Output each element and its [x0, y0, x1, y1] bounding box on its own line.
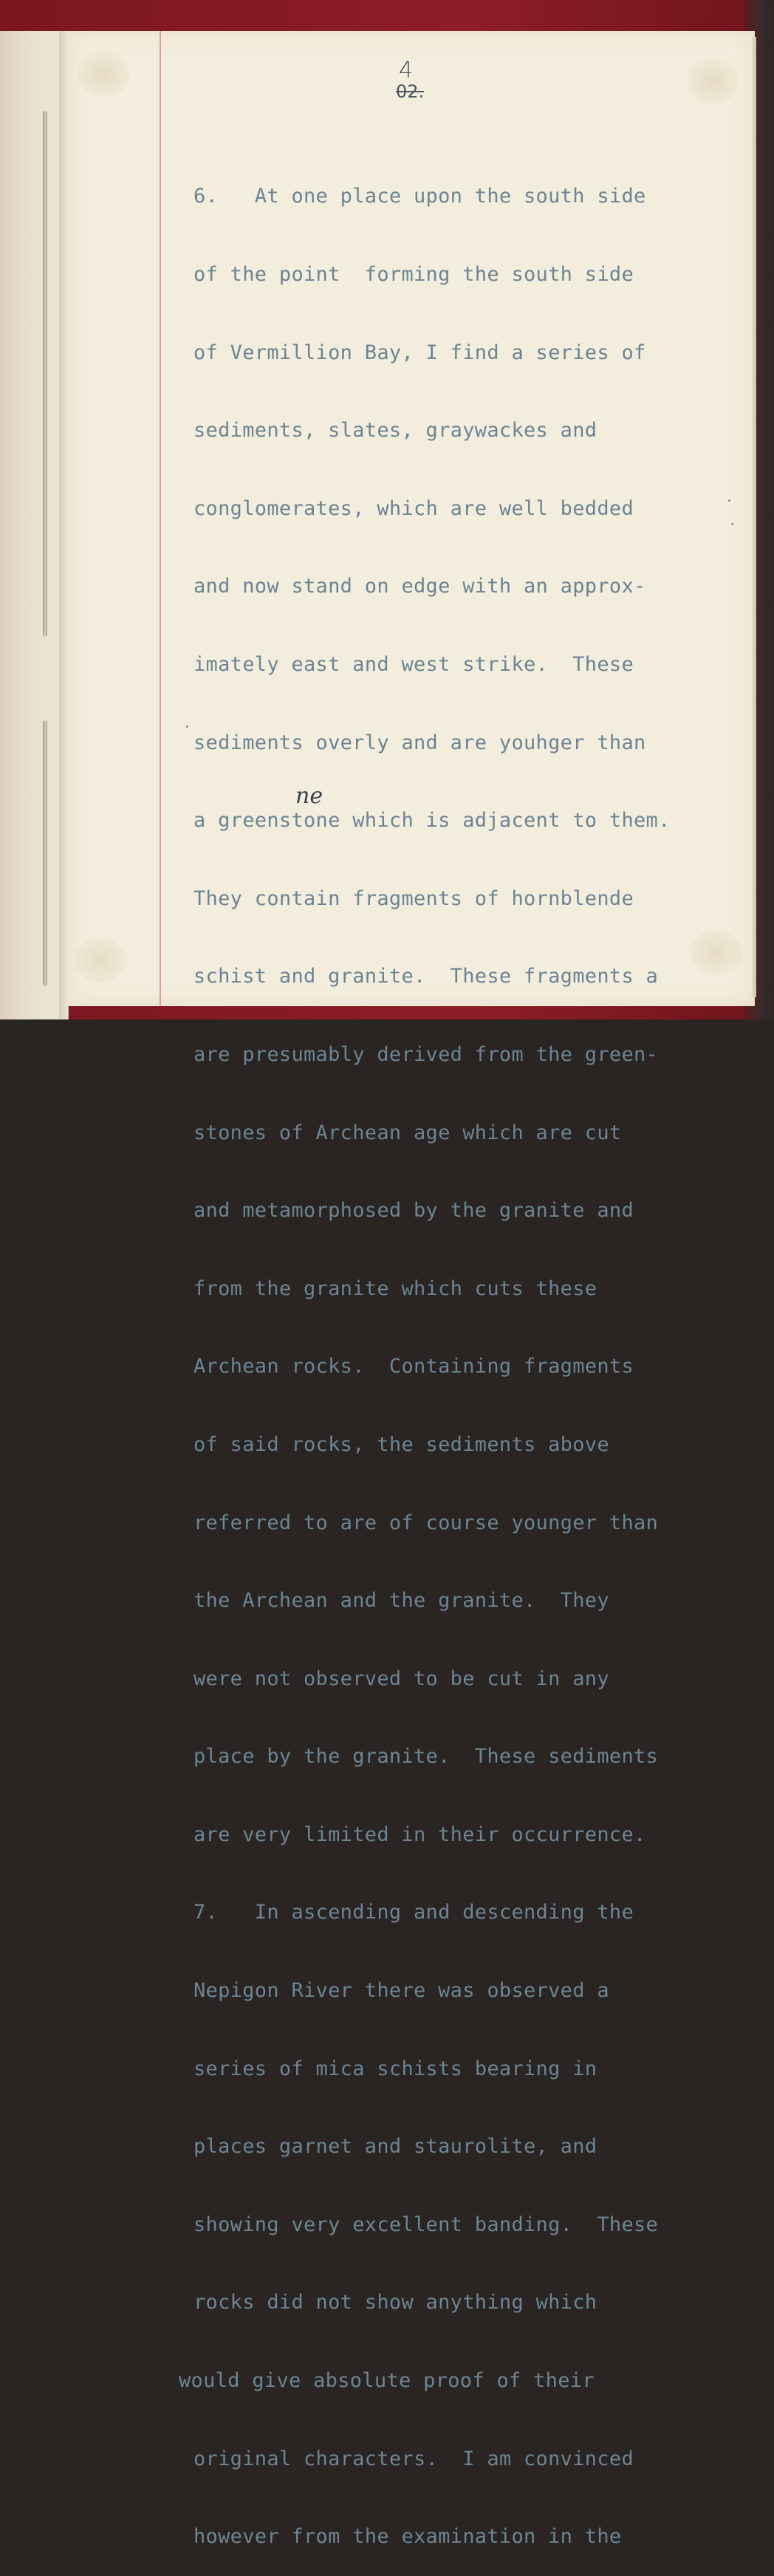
binding-stitch	[43, 720, 47, 986]
page-number: 4	[399, 58, 414, 83]
text-line: of said rocks, the sediments above	[194, 1432, 609, 1456]
binding-stitch	[43, 111, 47, 637]
struck-page-number: 02.	[396, 81, 425, 102]
text-line: sediments, slates, graywackes and	[194, 419, 597, 443]
text-line: schist and granite. These fragments a	[194, 965, 659, 988]
text-line: the Archean and the granite. They	[194, 1589, 609, 1613]
text-line: Nepigon River there was observed a	[194, 1979, 609, 2003]
text-line: sediments overly and are youhger than	[194, 731, 646, 754]
text-line: of Vermillion Bay, I find a series of	[194, 341, 646, 364]
text-line: are presumably derived from the green-	[194, 1042, 659, 1066]
text-line: however from the examination in the	[194, 2525, 622, 2549]
corner-stain	[74, 938, 126, 983]
text-line: were not observed to be cut in any	[194, 1667, 609, 1690]
ink-dot	[728, 499, 730, 502]
text-line: are very limited in their occurrence.	[194, 1822, 646, 1846]
text-line: original characters. I am convinced	[194, 2447, 634, 2470]
text-line: rocks did not show anything which	[194, 2291, 597, 2314]
ink-dot	[186, 725, 188, 728]
text-line: of the point forming the south side	[194, 263, 634, 286]
text-line: 7. In ascending and descending the	[194, 1901, 634, 1924]
text-line: would give absolute proof of their	[179, 2369, 595, 2393]
text-line: stones of Archean age which are cut	[194, 1121, 622, 1144]
text-line: series of mica schists bearing in	[194, 2057, 597, 2080]
corner-stain	[78, 52, 129, 96]
corner-stain	[687, 59, 739, 103]
text-line: referred to are of course younger than	[194, 1511, 659, 1534]
text-line: place by the granite. These sediments	[194, 1745, 659, 1769]
ink-dot	[731, 523, 733, 525]
text-line: places garnet and staurolite, and	[194, 2135, 597, 2159]
margin-rule	[160, 31, 161, 1006]
text-line: Archean rocks. Containing fragments	[194, 1355, 634, 1378]
text-line: imately east and west strike. These	[194, 652, 634, 676]
text-line: 6. At one place upon the south side	[194, 185, 646, 208]
page-stack-edge	[752, 37, 756, 997]
text-line: and metamorphosed by the granite and	[194, 1199, 634, 1223]
text-line: a greenstone which is adjacent to them.	[194, 809, 671, 833]
text-line: showing very excellent banding. These	[194, 2213, 659, 2236]
text-line: and now stand on edge with an approx-	[194, 575, 646, 598]
text-line: They contain fragments of hornblende	[194, 886, 634, 910]
handwritten-correction: ne	[295, 783, 323, 809]
text-line: from the granite which cuts these	[194, 1277, 597, 1300]
text-line: conglomerates, which are well bedded	[194, 496, 634, 520]
typed-text-body	[179, 131, 740, 2576]
